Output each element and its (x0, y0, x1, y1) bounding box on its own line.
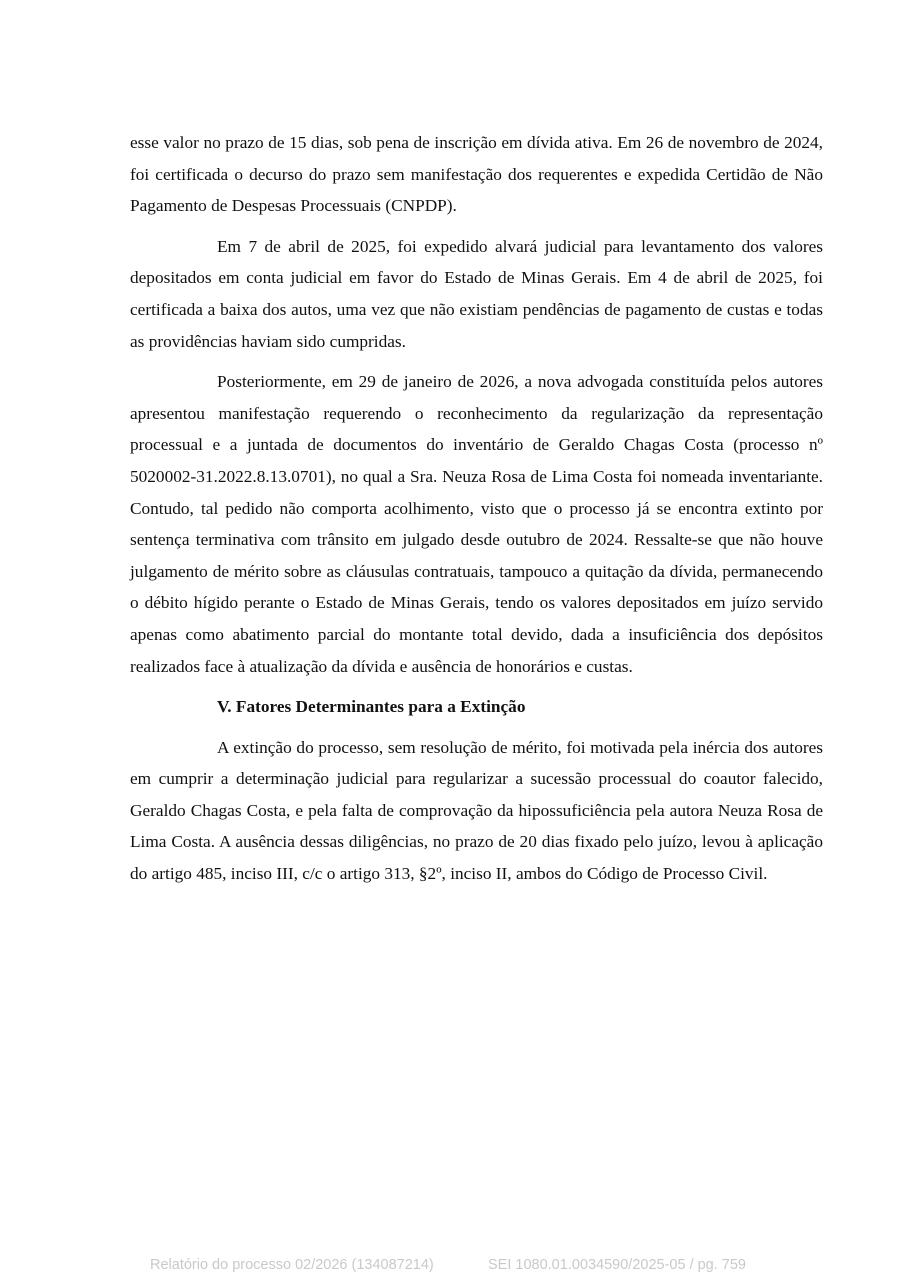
paragraph-posteriormente: Posteriormente, em 29 de janeiro de 2026, a nova advogada constituída pelos autores apresentou manifestação requerendo o reconhecimento da regularização da representação processual e a juntada de documentos do inventário de Geraldo Chagas Costa (processo nº 5020002-31.2022.8.13.0701), no qual a Sra. Neuza Rosa de Lima Costa foi nomeada inventariante. Contudo, tal pedido não comporta acolhimento, visto que o processo já se encontra extinto por sentença terminativa com trânsito em julgado desde outubro de 2024. Ressalte-se que não houve julgamento de mérito sobre as cláusulas contratuais, tampouco a quitação da dívida, permanecendo o débito hígido perante o Estado de Minas Gerais, tendo os valores depositados em juízo servido apenas como abatimento parcial do montante total devido, dada a insuficiência dos depósitos realizados face à atualização da dívida e ausência de honorários e custas. (130, 372, 823, 676)
footer-sei-label: SEI 1080.01.0034590/2025-05 / pg. 759 (488, 1257, 746, 1273)
document-page (130, 127, 823, 899)
paragraph-extincao: A extinção do processo, sem resolução de mérito, foi motivada pela inércia dos autores em cumprir a determinação judicial para regularizar a sucessão processual do coautor falecido, Geraldo Chagas Costa, e pela falta de comprovação da hipossuficiência pela autora Neuza Rosa de Lima Costa. A ausência dessas diligências, no prazo de 20 dias fixado pelo juízo, levou à aplicação do artigo 485, inciso III, c/c o artigo 313, §2º, inciso II, ambos do Código de Processo Civil. (130, 737, 823, 884)
paragraph-alvara: Em 7 de abril de 2025, foi expedido alvará judicial para levantamento dos valores depositados em conta judicial em favor do Estado de Minas Gerais. Em 4 de abril de 2025, foi certificada a baixa dos autos, uma vez que não existiam pendências de pagamento de custas e todas as providências haviam sido cumpridas. (130, 236, 823, 351)
section-heading: V. Fatores Determinantes para a Extinção (217, 697, 526, 717)
paragraph-continuation: esse valor no prazo de 15 dias, sob pena de inscrição em dívida ativa. Em 26 de novembro de 2024, foi certificada o decurso do prazo sem manifestação dos requerentes e expedida Certidão de Não Pagamento de Despesas Processuais (CNPDP). (130, 133, 823, 216)
footer-report-label: Relatório do processo 02/2026 (134087214) (150, 1257, 434, 1273)
